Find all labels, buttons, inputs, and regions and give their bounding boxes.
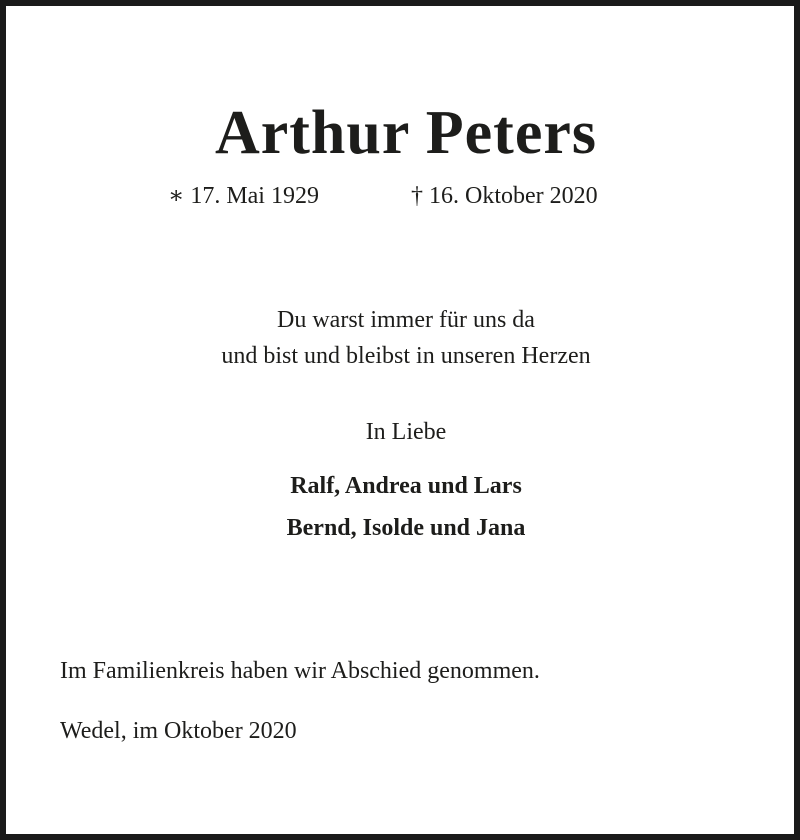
life-dates xyxy=(6,178,800,214)
farewell-note: Im Familienkreis haben wir Abschied genommen. xyxy=(60,658,540,684)
verse-line-1: Du warst immer für uns da xyxy=(277,307,535,333)
mourner-family-1: Ralf, Andrea und Lars xyxy=(290,473,522,499)
mourner-family-2: Bernd, Isolde und Jana xyxy=(286,515,526,541)
verse-line-2: und bist und bleibst in unseren Herzen xyxy=(221,343,591,369)
deceased-name: Arthur Peters xyxy=(214,99,597,167)
death-date: † 16. Oktober 2020 xyxy=(411,183,598,209)
birth-date: ∗ 17. Mai 1929 xyxy=(168,183,319,209)
closing-phrase: In Liebe xyxy=(365,419,447,445)
memorial-verse xyxy=(6,302,800,374)
mourners-list xyxy=(6,465,800,549)
place-and-date: Wedel, im Oktober 2020 xyxy=(60,718,297,744)
